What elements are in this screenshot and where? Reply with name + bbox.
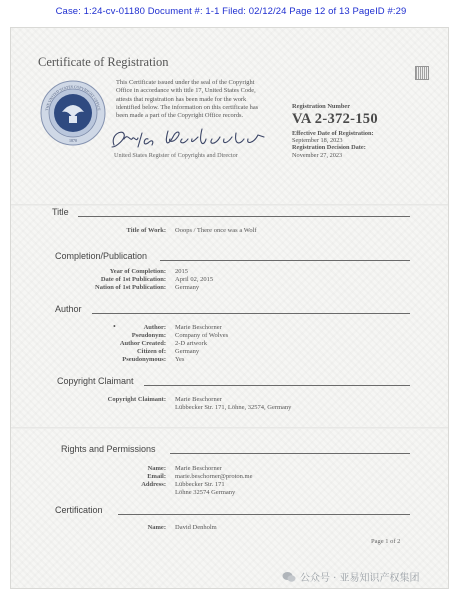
- claimant-label: Copyright Claimant:: [107, 396, 166, 403]
- year-of-completion-label: Year of Completion:: [109, 268, 166, 275]
- rights-address-line-2: Löhne 32574 Germany: [175, 489, 236, 496]
- registration-number: VA 2-372-150: [292, 111, 378, 127]
- rights-name-label: Name:: [147, 465, 166, 472]
- author-created-label: Author Created:: [119, 340, 166, 347]
- section-rights-heading: Rights and Permissions: [61, 444, 156, 454]
- registration-block: [292, 103, 442, 159]
- section-author-heading: Author: [55, 304, 82, 314]
- rights-email: marie.beschorner@proton.me: [175, 473, 253, 480]
- decision-date-label: Registration Decision Date:: [292, 144, 366, 152]
- certificate-intro: [116, 79, 286, 120]
- watermark-text: 公众号 · 亚易知识产权集团: [300, 573, 420, 584]
- section-claimant-heading: Copyright Claimant: [57, 376, 134, 386]
- year-of-completion: 2015: [175, 268, 188, 275]
- pseudonym-label: Pseudonym:: [131, 332, 166, 339]
- author-name: Marie Beschorner: [175, 324, 222, 331]
- wechat-icon: [282, 571, 296, 583]
- register-signature: [108, 125, 268, 151]
- svg-text:THE UNITED STATES COPYRIGHT OF: THE UNITED STATES COPYRIGHT OFFICE: [45, 84, 101, 111]
- section-divider: [118, 514, 410, 515]
- rights-name: Marie Beschorner: [175, 465, 222, 472]
- decision-date: November 27, 2023: [292, 151, 343, 159]
- author-label: Author:: [143, 324, 166, 331]
- author-created: 2-D artwork: [175, 340, 207, 347]
- bullet-icon: •: [113, 322, 116, 331]
- registration-number-label: Registration Number: [292, 103, 351, 110]
- pseudonymous: Yes: [175, 356, 185, 363]
- section-divider: [170, 453, 410, 454]
- rights-address-label: Address:: [141, 481, 166, 488]
- effective-date-label: Effective Date of Registration:: [292, 130, 374, 137]
- svg-text:1870: 1870: [69, 138, 77, 143]
- intro-line: Office in accordance with title 17, United States Code,: [116, 87, 256, 95]
- intro-line: attests that registration has been made for the work: [116, 95, 247, 103]
- section-certification-heading: Certification: [55, 505, 103, 515]
- claimant-name: Marie Beschorner: [175, 396, 222, 403]
- section-divider: [160, 260, 410, 261]
- section-divider: [78, 216, 410, 217]
- case-header: Case: 1:24-cv-01180 Document #: 1-1 Filed: 02/12/24 Page 12 of 13 PageID #:29: [55, 6, 407, 17]
- title-of-work-label: Title of Work:: [126, 227, 166, 234]
- section-completion-heading: Completion/Publication: [55, 251, 148, 261]
- wechat-watermark: [282, 569, 420, 584]
- section-divider: [144, 385, 410, 386]
- title-of-work: Ooops / There once was a Wolf: [175, 227, 257, 234]
- rights-address-line-1: Lübbecker Str. 171: [175, 481, 225, 488]
- page-number: Page 1 of 2: [371, 538, 401, 545]
- effective-date: September 18, 2023: [292, 137, 343, 145]
- qr-code-icon: [415, 66, 429, 80]
- intro-line: been made a part of the Copyright Office records.: [116, 112, 244, 120]
- copyright-office-seal-icon: [40, 80, 106, 146]
- section-divider: [92, 313, 410, 314]
- intro-line: This Certificate issued under the seal of the Copyright: [116, 79, 255, 86]
- citizen-of: Germany: [175, 348, 200, 355]
- publication-nation-label: Nation of 1st Publication:: [95, 284, 166, 291]
- certification-name: David Denholm: [175, 524, 217, 531]
- register-title: United States Register of Copyrights and Director: [114, 152, 238, 159]
- pseudonymous-label: Pseudonymous:: [122, 356, 166, 363]
- claimant-address: Lübbecker Str. 171, Löhne, 32574, Germany: [175, 404, 292, 411]
- certification-name-label: Name:: [147, 524, 166, 531]
- citizen-of-label: Citizen of:: [136, 348, 166, 355]
- rights-email-label: Email:: [147, 473, 166, 480]
- publication-date: April 02, 2015: [175, 276, 214, 283]
- pseudonym: Company of Wolves: [175, 332, 229, 339]
- paper-fold-top: [11, 204, 448, 206]
- certificate-title: Certificate of Registration: [38, 55, 169, 69]
- section-title-heading: Title: [52, 207, 69, 217]
- publication-nation: Germany: [175, 284, 200, 291]
- publication-date-label: Date of 1st Publication:: [100, 276, 166, 283]
- intro-line: identified below. The information on this certificate has: [116, 103, 259, 111]
- paper-fold-bottom: [11, 427, 448, 429]
